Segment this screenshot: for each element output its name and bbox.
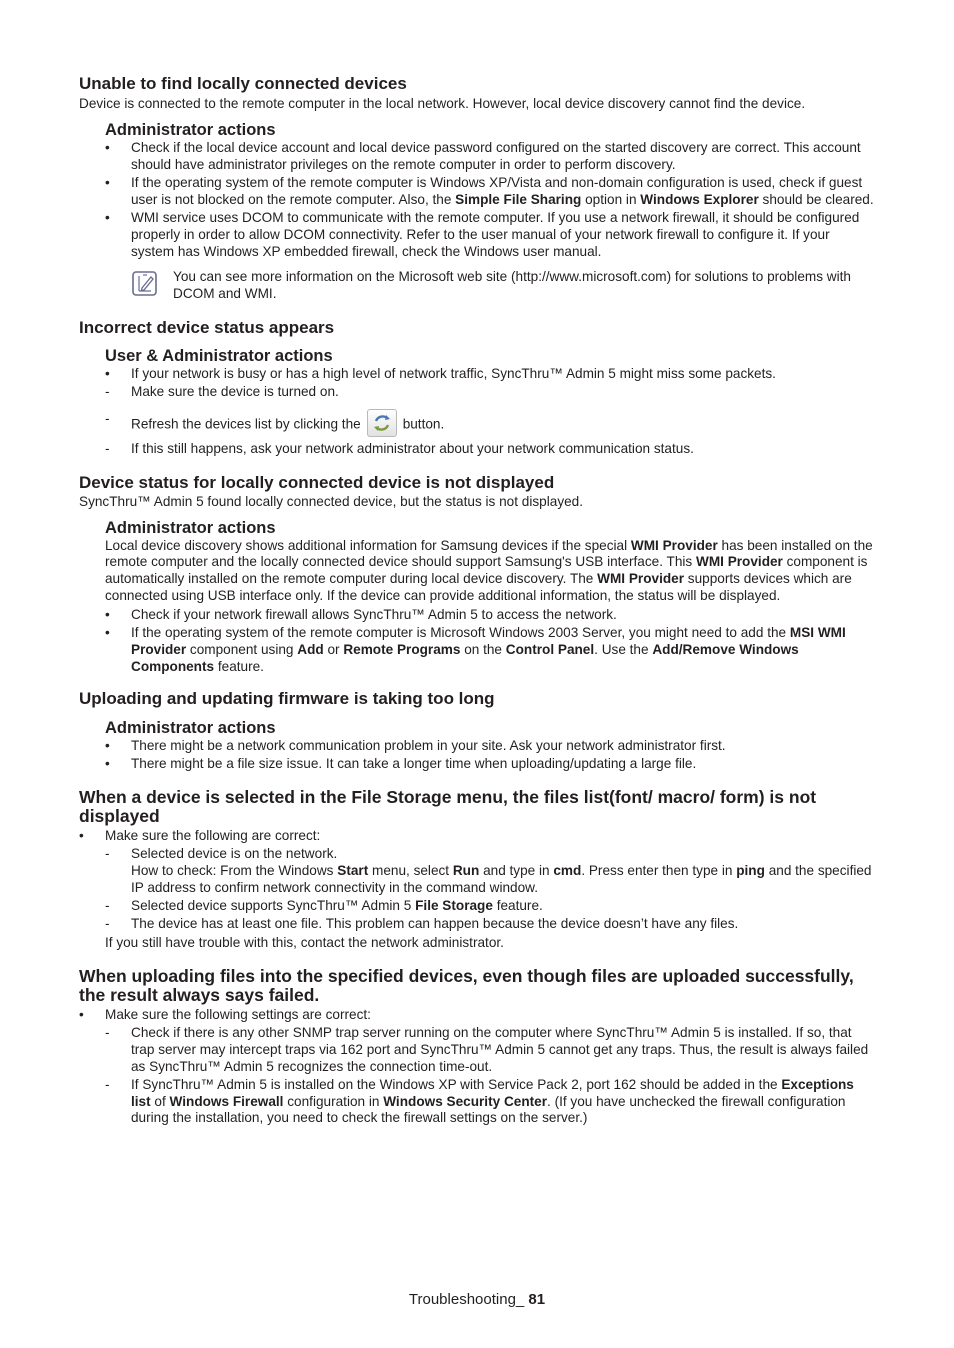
note-text: You can see more information on the Microsoft web site (http://www.microsoft.com) for solutions to problems with DCOM and WMI. [173,269,851,302]
page-number: 81 [528,1291,546,1308]
text: If SyncThru™ Admin 5 is installed on the Windows XP with Service Pack 2, port 162 should be added in the [131,1076,782,1092]
bold-text: MSI WMI Provider [131,625,846,657]
text: on the [460,641,506,657]
bold-text: Control Panel [505,641,595,657]
list-item-text: Check if your network firewall allows SyncThru™ Admin 5 to access the network. [131,606,617,622]
bullet-marker: • [105,606,110,622]
text: feature. [492,897,543,913]
list-item-text: Make sure the device is turned on. [131,384,339,400]
text: has been installed on the remote computer and the locally connected device should support Samsung's USB interface. This [105,537,873,570]
text: configuration in [283,1093,384,1109]
list-item [79,625,875,675]
list-item [79,384,875,401]
bold-text: cmd [553,862,582,878]
list-item [79,210,875,260]
note-pencil-icon [131,270,159,298]
text: should be cleared. [758,191,874,207]
bold-text: WMI Provider [630,537,718,553]
list-item [79,411,875,439]
section-title-upload-failed: When uploading files into the specified devices, even though files are uploaded successfully, the result always says failed. [79,965,854,1005]
bullet-marker: • [105,174,110,190]
list-item-text: If your network is busy or has a high level of network traffic, SyncThru™ Admin 5 might miss some packets. [131,365,776,381]
bullet-list [79,140,875,261]
text: Refresh the devices list by clicking the [131,416,361,432]
list-item-text: Selected device is on the network. [131,845,338,861]
text: component is automatically installed on the remote computer during local device discovery. The [105,554,868,587]
list-item [79,916,875,933]
section-title-unable-find: Unable to find locally connected devices [79,74,407,93]
list-item [79,738,875,755]
list-item-text: Check if the local device account and local device password configured on the started discovery are correct. This account should have administrator privileges on the remote computer in order to perform discovery. [131,139,861,172]
dash-marker: - [105,411,110,427]
bullet-marker: • [105,139,110,155]
list-item-text: Check if there is any other SNMP trap server running on the computer where SyncThru™ Admin 5 is installed. If so, that trap server may intercept traps via 162 port and SyncThru™ Admin 5 cannot get any traps. Thus, the result is always failed as SyncThru™ Admin 5 recognizes the connection time-out. [131,1025,869,1074]
dash-marker: - [105,441,110,457]
text: Selected device supports SyncThru™ Admin 5 [131,897,416,913]
section-title-incorrect-status: Incorrect device status appears [79,317,335,337]
text: of [150,1093,170,1109]
bold-text: WMI Provider [597,571,685,587]
bullet-marker: • [79,827,84,843]
list-item-text: WMI service uses DCOM to communicate with the remote computer. If you use a network firewall, it should be configured properly in order to allow DCOM connectivity. Refer to the user manual of your network firewall to configure it. If your system has Windows XP embedded firewall, check the Windows user manual. [131,209,860,259]
dash-marker: - [105,845,110,861]
list-item [79,1025,875,1075]
text: If the operating system of the remote computer is Microsoft Windows 2003 Server, you might need to add the [131,625,790,641]
text: or [323,641,344,657]
text: supports devices which are connected using USB interface only. If the device can provide additional information, the status will be displayed. [105,571,852,604]
section-desc: Device is connected to the remote computer in the local network. However, local device discovery cannot find the device. [79,96,806,111]
text: component using [186,641,298,657]
text: How to check: From the Windows [131,862,338,878]
subsection-title: Administrator actions [105,718,276,737]
dash-marker: - [105,1025,110,1040]
list-item-text: If this still happens, ask your network administrator about your network communication status. [131,441,694,457]
subsection-title: Administrator actions [105,518,276,537]
list-item [79,140,875,174]
bold-text: Windows Security Center [383,1093,548,1109]
text: If the operating system of the remote computer is Windows XP/Vista and non-domain configuration is used, check if guest user is not blocked on the remote computer. Also, the [131,174,863,207]
footer-label: Troubleshooting_ [408,1291,529,1308]
text: and the specified IP address to confirm network connectivity in the command window. [131,862,872,895]
bullet-marker: • [105,625,110,641]
bold-text: Remote Programs [343,641,461,657]
list-item [79,863,875,897]
list-item-text: There might be a file size issue. It can take a longer time when uploading/updating a large file. [131,755,697,771]
bullet-marker: • [105,737,110,753]
paragraph: If you still have trouble with this, contact the network administrator. [105,934,504,950]
bullet-list [79,607,875,676]
subsection-title: User & Administrator actions [105,346,333,365]
note-box [131,269,875,303]
text: Local device discovery shows additional information for Samsung devices if the special [105,537,631,553]
bullet-marker: • [105,365,110,381]
paragraph [105,538,875,605]
bullet-list [79,738,875,773]
subsection-title: Administrator actions [105,120,276,139]
section-title-status-not-displayed: Device status for locally connected device is not displayed [79,472,555,492]
bullet-marker: • [105,209,110,225]
list-item-text: The device has at least one file. This problem can happen because the device doesn’t have any files. [131,916,739,932]
section-title-firmware-slow: Uploading and updating firmware is taking too long [79,688,495,708]
bold-text: Simple File Sharing [455,191,582,207]
list-item [79,607,875,624]
list-item [79,898,875,915]
bold-text: ping [736,862,765,878]
page-footer [0,1292,954,1309]
list-item-text: There might be a network communication problem in your site. Ask your network administrator first. [131,737,726,753]
bold-text: Windows Explorer [640,191,759,207]
refresh-button[interactable] [367,409,397,437]
document-page [79,74,875,1129]
text: feature. [214,658,264,674]
dash-marker: - [105,916,110,932]
list-item [79,828,875,845]
list-item [79,756,875,773]
refresh-icon [368,410,396,436]
text: . Press enter then type in [581,862,737,878]
section-title-file-storage: When a device is selected in the File Storage menu, the files list(font/ macro/ form) is not displayed [79,786,817,826]
list-item [79,366,875,383]
bullet-list [79,366,875,458]
dash-marker: - [105,384,110,400]
list-item [79,1077,875,1127]
list-item [79,1007,875,1024]
text: . Use the [594,641,653,657]
dash-marker: - [105,897,110,913]
text: menu, select [368,862,453,878]
list-item [79,441,875,458]
text: button. [402,416,445,432]
list-item [79,175,875,209]
bullet-list [79,1007,875,1128]
bold-text: Add [297,641,324,657]
bold-text: File Storage [415,897,493,913]
bold-text: WMI Provider [695,554,783,570]
section-desc: SyncThru™ Admin 5 found locally connected device, but the status is not displayed. [79,493,584,509]
bold-text: Exceptions list [131,1076,854,1109]
bold-text: Add/Remove Windows Components [131,641,799,674]
text: . (If you have unchecked the firewall configuration during the installation, you need to check the firewall settings on the server.) [131,1093,846,1126]
bullet-marker: • [79,1006,84,1022]
bold-text: Run [452,862,480,878]
list-item-text: Make sure the following are correct: [105,827,321,843]
text: option in [581,191,641,207]
bullet-marker: • [105,755,110,771]
bold-text: Start [337,862,369,878]
list-item [79,846,875,863]
bullet-list [79,828,875,933]
list-item-text: Make sure the following settings are correct: [105,1006,371,1022]
dash-marker: - [105,1076,110,1092]
bold-text: Windows Firewall [169,1093,284,1109]
text: and type in [479,862,554,878]
